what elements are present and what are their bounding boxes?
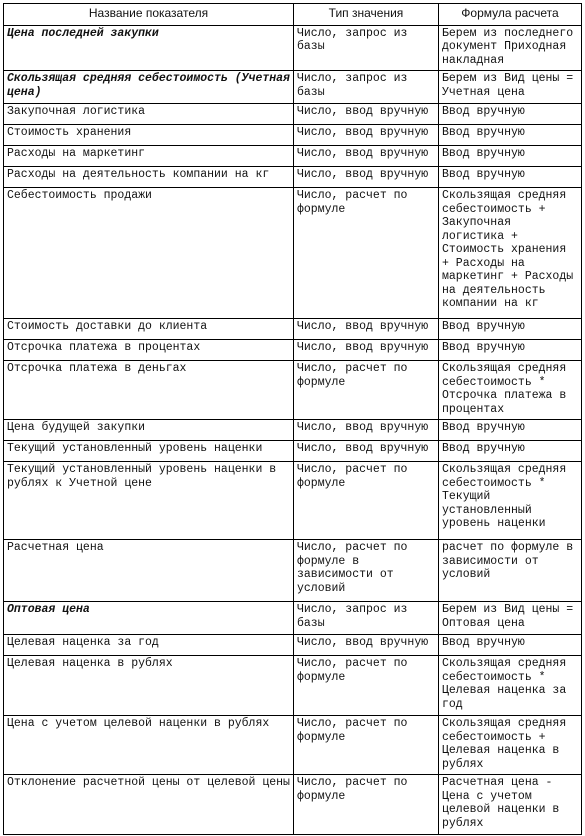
formula-cell: Ввод вручную xyxy=(439,420,582,441)
indicator-name-cell: Стоимость доставки до клиента xyxy=(4,319,294,340)
formula-cell: Скользящая средняя себестоимость * Отсрочка платежа в процентах xyxy=(439,361,582,420)
value-type-cell: Число, ввод вручную xyxy=(294,635,439,656)
value-type-cell: Число, расчет по формуле xyxy=(294,462,439,540)
table-row xyxy=(4,635,582,656)
indicator-name-cell: Текущий установленный уровень наценки в рублях к Учетной цене xyxy=(4,462,294,540)
value-type-cell: Число, запрос из базы xyxy=(294,25,439,71)
indicator-name-cell: Отклонение расчетной цены от целевой цены xyxy=(4,775,294,835)
formula-cell: Скользящая средняя себестоимость * Целевая наценка за год xyxy=(439,656,582,716)
value-type-cell: Число, запрос из базы xyxy=(294,602,439,635)
table-body xyxy=(4,25,582,835)
formula-cell: Расчетная цена - Цена с учетом целевой наценки в рублях xyxy=(439,775,582,835)
header-value-type: Тип значения xyxy=(294,4,439,26)
formula-cell: Ввод вручную xyxy=(439,340,582,361)
indicator-name-cell: Цена с учетом целевой наценки в рублях xyxy=(4,716,294,775)
indicator-name-cell: Оптовая цена xyxy=(4,602,294,635)
indicator-name-cell: Расчетная цена xyxy=(4,540,294,602)
header-formula: Формула расчета xyxy=(439,4,582,26)
table-row xyxy=(4,361,582,420)
table-row xyxy=(4,775,582,835)
value-type-cell: Число, расчет по формуле xyxy=(294,716,439,775)
table-row xyxy=(4,319,582,340)
table-row xyxy=(4,540,582,602)
table-row xyxy=(4,441,582,462)
indicator-name-cell: Целевая наценка в рублях xyxy=(4,656,294,716)
indicator-name-cell: Цена будущей закупки xyxy=(4,420,294,441)
table-row xyxy=(4,602,582,635)
table-row xyxy=(4,104,582,125)
formula-cell: Ввод вручную xyxy=(439,167,582,188)
indicator-name-cell: Отсрочка платежа в процентах xyxy=(4,340,294,361)
indicator-name-cell: Скользящая средняя себестоимость (Учетная цена) xyxy=(4,71,294,104)
formula-cell: Скользящая средняя себестоимость * Текущий установленный уровень наценки xyxy=(439,462,582,540)
formula-cell: Ввод вручную xyxy=(439,441,582,462)
table-row xyxy=(4,340,582,361)
value-type-cell: Число, запрос из базы xyxy=(294,71,439,104)
header-indicator-name: Название показателя xyxy=(4,4,294,26)
table-row xyxy=(4,420,582,441)
formula-cell: Скользящая средняя себестоимость + Закупочная логистика + Стоимость хранения + Расходы на маркетинг + Расходы на деятельность компании на кг xyxy=(439,188,582,319)
indicator-name-cell: Отсрочка платежа в деньгах xyxy=(4,361,294,420)
formula-cell: Ввод вручную xyxy=(439,146,582,167)
formula-cell: Берем из последнего документ Приходная накладная xyxy=(439,25,582,71)
formula-cell: расчет по формуле в зависимости от условий xyxy=(439,540,582,602)
value-type-cell: Число, расчет по формуле xyxy=(294,656,439,716)
formula-cell: Берем из Вид цены = Оптовая цена xyxy=(439,602,582,635)
table-row xyxy=(4,125,582,146)
indicator-name-cell: Себестоимость продажи xyxy=(4,188,294,319)
formula-cell: Скользящая средняя себестоимость + Целевая наценка в рублях xyxy=(439,716,582,775)
formula-cell: Ввод вручную xyxy=(439,635,582,656)
table-row xyxy=(4,656,582,716)
indicator-name-cell: Целевая наценка за год xyxy=(4,635,294,656)
value-type-cell: Число, ввод вручную xyxy=(294,167,439,188)
formula-cell: Ввод вручную xyxy=(439,319,582,340)
indicator-name-cell: Стоимость хранения xyxy=(4,125,294,146)
value-type-cell: Число, ввод вручную xyxy=(294,125,439,146)
table-row xyxy=(4,188,582,319)
formula-cell: Ввод вручную xyxy=(439,125,582,146)
value-type-cell: Число, расчет по формуле в зависимости от условий xyxy=(294,540,439,602)
value-type-cell: Число, расчет по формуле xyxy=(294,361,439,420)
value-type-cell: Число, расчет по формуле xyxy=(294,775,439,835)
value-type-cell: Число, ввод вручную xyxy=(294,104,439,125)
value-type-cell: Число, ввод вручную xyxy=(294,340,439,361)
table-row xyxy=(4,71,582,104)
indicator-name-cell: Расходы на маркетинг xyxy=(4,146,294,167)
indicator-name-cell: Закупочная логистика xyxy=(4,104,294,125)
value-type-cell: Число, ввод вручную xyxy=(294,319,439,340)
table-row xyxy=(4,716,582,775)
table-row xyxy=(4,462,582,540)
formula-cell: Ввод вручную xyxy=(439,104,582,125)
value-type-cell: Число, ввод вручную xyxy=(294,420,439,441)
indicator-name-cell: Текущий установленный уровень наценки xyxy=(4,441,294,462)
table-header-row xyxy=(4,4,582,26)
value-type-cell: Число, ввод вручную xyxy=(294,146,439,167)
formula-cell: Берем из Вид цены = Учетная цена xyxy=(439,71,582,104)
indicator-name-cell: Цена последней закупки xyxy=(4,25,294,71)
table-row xyxy=(4,167,582,188)
value-type-cell: Число, расчет по формуле xyxy=(294,188,439,319)
table-row xyxy=(4,146,582,167)
table-row xyxy=(4,25,582,71)
value-type-cell: Число, ввод вручную xyxy=(294,441,439,462)
indicator-name-cell: Расходы на деятельность компании на кг xyxy=(4,167,294,188)
indicators-table xyxy=(3,3,582,835)
